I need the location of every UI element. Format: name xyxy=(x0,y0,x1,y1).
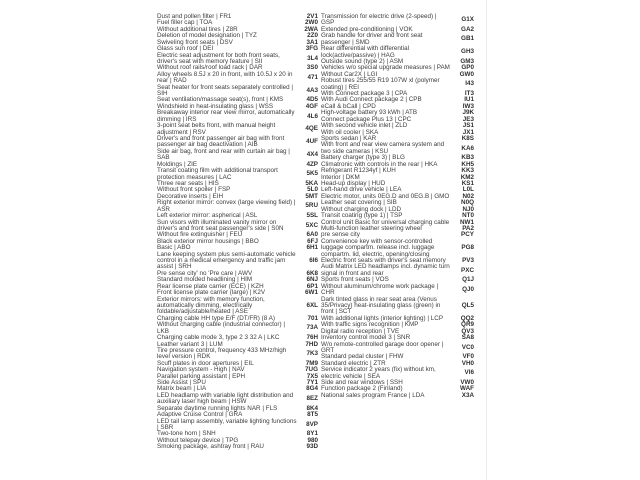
equipment-description: Swiveling front seats | DSV xyxy=(157,38,233,46)
equipment-code: 7M9 xyxy=(305,359,318,367)
equipment-row xyxy=(157,72,318,85)
equipment-code: VF0 xyxy=(462,353,474,361)
equipment-code: 5K5 xyxy=(306,170,318,178)
equipment-description: Without roof rails/roof load rack | DAR xyxy=(157,64,263,72)
equipment-description: National sales program France | LDA xyxy=(321,391,425,399)
equipment-description: Standard molded headlining | HIM xyxy=(157,276,253,284)
equipment-code: 701 xyxy=(307,314,318,322)
equipment-description: Multi-function leather steering wheel xyxy=(321,224,422,232)
equipment-code: 471 xyxy=(307,74,318,81)
equipment-row xyxy=(321,14,474,27)
equipment-description: Deletion of model designation | TYZ xyxy=(157,32,257,40)
equipment-code: X3A xyxy=(461,391,474,399)
equipment-code: PG8 xyxy=(461,244,474,252)
equipment-code: 7X5 xyxy=(306,372,318,380)
equipment-description: Basic | ABO xyxy=(157,244,191,252)
equipment-description: Adaptive Cruise Control | GRA xyxy=(157,411,243,419)
equipment-description: eCall & bCall | CPD xyxy=(321,102,376,110)
equipment-code: 6K8 xyxy=(306,269,318,277)
equipment-code: QQ2 xyxy=(460,314,474,322)
equipment-description: Breakaway interior rear view mirror, automatically dimming | IRS xyxy=(157,109,295,123)
equipment-row xyxy=(321,297,474,316)
equipment-code: 4L6 xyxy=(307,112,318,120)
equipment-code: 6P1 xyxy=(306,282,318,290)
equipment-description: Electric front seats with driver's seat memory xyxy=(321,257,446,265)
equipment-code: 3A1 xyxy=(306,38,318,46)
equipment-code: 4D5 xyxy=(306,96,318,104)
equipment-row xyxy=(157,348,318,361)
equipment-description: Transmission for electric drive (2-speed) | GSP xyxy=(321,13,437,27)
equipment-description: Driver's and front passenger air bag with front passenger air bag deactivation | AIB xyxy=(157,135,285,149)
equipment-code: 2Z0 xyxy=(307,32,318,40)
equipment-description: Robust tires 255/55 R19 107W xl (polymer coating) | REI xyxy=(321,77,440,91)
equipment-code: KH5 xyxy=(461,160,474,168)
equipment-description: Side air bag, front and rear with curtain air bag | SAB xyxy=(157,147,290,162)
equipment-description: Battery charger (type 3) | BLG xyxy=(321,154,405,162)
equipment-description: Smoking package, ashtray front | RAU xyxy=(157,443,264,451)
equipment-row xyxy=(157,393,318,406)
equipment-description: Leather seat covering | SIB xyxy=(321,199,397,207)
equipment-description: Glass sun roof | DEI xyxy=(157,45,214,53)
equipment-description: With front and rear view camera system and two side cameras | KSU xyxy=(321,141,445,155)
equipment-description: Rear differential with differential lock(active/passive) | HAG xyxy=(321,45,409,59)
equipment-description: Electric seat adjustment for both front seats, driver's seat with memory feature | SII xyxy=(157,51,280,65)
equipment-code: IU1 xyxy=(464,96,474,104)
equipment-description: Standard pedal cluster | FHW xyxy=(321,353,404,361)
equipment-description: Tire pressure control, frequency 433 MHz/high level version | RDK xyxy=(157,346,287,361)
equipment-code: N0Q xyxy=(461,199,474,207)
equipment-description: Control unit Basic for universal charging cable xyxy=(321,218,450,226)
equipment-description: Without telepay device | TPG xyxy=(157,436,239,444)
equipment-code: 5KA xyxy=(305,179,318,187)
equipment-description: Vehicles w/o special upgrade measures | PAM xyxy=(321,64,450,72)
equipment-code: N02 xyxy=(462,192,474,200)
equipment-row xyxy=(157,136,318,149)
equipment-description: Digital radio reception | TVE xyxy=(321,327,400,335)
equipment-code: PCY xyxy=(461,231,474,239)
equipment-description: Transit coating (type 1) | TSP xyxy=(321,212,403,220)
equipment-description: Seat heater for front seats separately controlled | SIH xyxy=(157,83,294,98)
equipment-row xyxy=(157,252,318,271)
equipment-code: 5RU xyxy=(305,202,318,210)
equipment-description: LED tail lamp assembly, variable lighting functions | SBR xyxy=(157,417,297,431)
equipment-code: IT3 xyxy=(464,90,474,98)
equipment-code: NT0 xyxy=(462,212,474,220)
equipment-code: 5SL xyxy=(306,212,318,220)
equipment-description: Electric motor, units 0EG.D and 0EG.B | GMO xyxy=(321,192,450,200)
equipment-description: Left-hand drive vehicle | LEA xyxy=(321,186,402,194)
equipment-description: Pre sense city' no 'Pre care | AWV xyxy=(157,269,253,277)
equipment-code: 2W0 xyxy=(305,19,318,27)
equipment-code: QL5 xyxy=(461,301,474,309)
equipment-code: GP0 xyxy=(461,64,474,72)
equipment-code: IW3 xyxy=(462,102,474,110)
equipment-code: 8T5 xyxy=(307,411,318,419)
equipment-description: Without additional tires | Z8R xyxy=(157,25,238,33)
equipment-description: Rear license plate carrier (ECE) | KZH xyxy=(157,282,264,290)
equipment-code: 5MT xyxy=(305,192,318,200)
equipment-code: VW0 xyxy=(460,379,474,387)
equipment-description: Without charging dock | LDD xyxy=(321,205,402,213)
equipment-description: Leather variant 3 | LUM xyxy=(157,340,223,348)
equipment-code: 3FG xyxy=(305,45,318,53)
equipment-description: Matrix beam | LIA xyxy=(157,385,207,393)
equipment-code: 7UG xyxy=(305,366,318,374)
equipment-description: Side Assist | SPU xyxy=(157,379,206,387)
equipment-description: Front license plate carrier (large) | K2V xyxy=(157,289,266,297)
equipment-description: Outside sound (type 2) | ASM xyxy=(321,57,404,65)
equipment-description: Inventory control model 3 | SNR xyxy=(321,334,411,342)
equipment-description: Right exterior mirror: convex (large viewing field) | ASR xyxy=(157,199,296,213)
equipment-description: Standard electric | ZTR xyxy=(321,359,386,367)
equipment-description: Black exterior mirror housings | BBO xyxy=(157,237,259,245)
equipment-code: 76H xyxy=(306,334,318,342)
equipment-code: NJ0 xyxy=(462,205,474,213)
equipment-description: Charging cable HH type E/F (DT/FR) (8 A) xyxy=(157,314,275,322)
equipment-description: Windshield in heat-insulating glass | WSS xyxy=(157,102,274,110)
equipment-description: Sun visors with illuminated vanity mirror on driver's and front seat passenger's side | S0N xyxy=(157,218,284,232)
equipment-description: With oil cooler | SKA xyxy=(321,128,379,136)
equipment-code: Q1J xyxy=(462,276,474,284)
equipment-code: 5XC xyxy=(305,221,318,229)
equipment-description: pre sense city xyxy=(321,231,360,239)
equipment-code: 5L0 xyxy=(307,186,318,194)
equipment-code: KK3 xyxy=(461,167,474,175)
equipment-description: Seat ventilation/massage seat(s), front | KMS xyxy=(157,96,284,104)
equipment-code: JS1 xyxy=(462,122,474,130)
equipment-code: GB1 xyxy=(461,35,474,43)
equipment-row xyxy=(157,149,318,162)
equipment-description: Moldings | ZIE xyxy=(157,160,198,168)
equipment-row xyxy=(157,297,318,316)
equipment-code: 4GF xyxy=(305,102,318,110)
equipment-description: Refrigerant R1234yf | KUH xyxy=(321,167,396,175)
equipment-code: 4ZP xyxy=(306,160,318,168)
equipment-description: LED headlamp with variable light distribution and auxiliary laser high beam | HSW xyxy=(157,391,294,406)
equipment-description: High-voltage battery 93 kWh | ATB xyxy=(321,109,418,117)
equipment-code: 6NJ xyxy=(306,276,318,284)
equipment-description: Connect package Plus 13 | CPC xyxy=(321,115,412,123)
equipment-code: G1X xyxy=(461,16,474,24)
equipment-description: W/o remote-controlled garage door opener | GRT xyxy=(321,340,444,354)
equipment-description: Without aluminum/chrome work package | CHR xyxy=(321,282,439,297)
equipment-description: Scuff plates in door apertures | EIL xyxy=(157,359,254,367)
equipment-list-right xyxy=(321,14,474,399)
equipment-code: 8Y1 xyxy=(306,430,318,438)
equipment-code: KS1 xyxy=(461,179,474,187)
equipment-description: 3-point seat belts front, with manual height adjustment | RSV xyxy=(157,122,276,136)
equipment-code: 6FJ xyxy=(307,237,318,245)
equipment-row xyxy=(321,284,474,297)
equipment-row xyxy=(157,444,318,450)
equipment-code: WAF xyxy=(460,385,474,393)
equipment-row xyxy=(321,239,474,258)
equipment-description: Service indicator 2 years (fix) without km, electric vehicle | SEA xyxy=(321,366,436,380)
equipment-code: J9K xyxy=(462,109,474,117)
equipment-code: JX1 xyxy=(462,128,474,136)
equipment-code: K8S xyxy=(461,135,474,143)
equipment-description: Head-up display | HUD xyxy=(321,179,386,187)
equipment-code: PXC xyxy=(461,266,474,274)
equipment-code: 4X4 xyxy=(306,151,318,159)
equipment-code: 6H1 xyxy=(306,244,318,252)
equipment-description: Exterior mirrors: with memory function, automatically dimming, electrically foldable/adjustable/heated | ASE xyxy=(157,295,265,316)
equipment-code: I43 xyxy=(465,80,474,88)
equipment-description: Without front spoiler | FSP xyxy=(157,186,231,194)
equipment-code: GW0 xyxy=(459,70,474,78)
equipment-description: Decorative inserts | EIH xyxy=(157,192,224,200)
equipment-code: 8EZ xyxy=(306,395,318,403)
equipment-code: 4UF xyxy=(306,138,318,146)
equipment-code: GM3 xyxy=(460,57,474,65)
equipment-code: 6W1 xyxy=(305,289,318,297)
equipment-row xyxy=(321,393,474,399)
equipment-code: 6A0 xyxy=(306,231,318,239)
equipment-code: QR9 xyxy=(461,321,474,329)
equipment-description: Grab handle for driver and front seat passenger | SMD xyxy=(321,32,423,46)
equipment-description: Transit coating film with additional transport protection measures | LAC xyxy=(157,167,278,181)
equipment-description: Dust and pollen filter | FR1 xyxy=(157,13,232,20)
equipment-description: Extended pre-conditioning | VOK xyxy=(321,25,413,33)
equipment-code: 7Y1 xyxy=(306,379,318,387)
equipment-description: Climatronic with controls in the rear | HKA xyxy=(321,160,438,168)
equipment-code: GH3 xyxy=(461,48,474,56)
equipment-description: Interior | DKM xyxy=(321,173,360,181)
equipment-description: Without charging cable (industrial connector) | LKB xyxy=(157,321,285,335)
equipment-code: 4QE xyxy=(305,125,318,133)
equipment-description: Separate daytime running lights NAR | FLS xyxy=(157,404,278,412)
equipment-description: Without Car2X | LGI xyxy=(321,70,378,78)
equipment-code: 93D xyxy=(306,443,318,451)
equipment-code: GA2 xyxy=(461,25,474,33)
equipment-code: L0L xyxy=(462,186,474,194)
equipment-description: Left exterior mirror: aspherical | ASL xyxy=(157,212,258,220)
equipment-description: Side and rear windows | SSH xyxy=(321,379,403,387)
equipment-description: With traffic signs recognition | KMP xyxy=(321,321,419,329)
equipment-code: 7K3 xyxy=(306,350,318,358)
equipment-code: PV3 xyxy=(462,257,474,265)
equipment-description: Convenience key with sensor-controlled luggage compartm. release incl. luggage compartm. lid, electric, opening/closing xyxy=(321,237,435,258)
equipment-code: 2WA xyxy=(304,25,318,33)
equipment-code: 980 xyxy=(307,436,318,444)
equipment-code: PA2 xyxy=(462,224,474,232)
equipment-code: 6I6 xyxy=(309,257,318,265)
equipment-description: With Audi Connect package 2 | CPB xyxy=(321,96,422,104)
equipment-code: 3S0 xyxy=(306,64,318,72)
equipment-description: Fuel filler cap | TOA xyxy=(157,19,213,27)
equipment-code: 4A3 xyxy=(306,86,318,94)
equipment-description: Dark tinted glass in rear seat area (Venus 35/Privacy) heat-insulating glass (green) in front | SCT xyxy=(321,295,441,316)
equipment-code: 2V1 xyxy=(306,13,318,20)
equipment-description: With additional lights (interior lighting) | LCP xyxy=(321,314,444,322)
equipment-description: Parallel parking assistant | EPH xyxy=(157,372,246,380)
equipment-code: QV3 xyxy=(461,327,474,335)
equipment-list-left xyxy=(157,14,318,451)
equipment-code: QJ0 xyxy=(462,285,474,293)
equipment-code: SA8 xyxy=(461,334,474,342)
equipment-description: Charging cable mode 3, type 2 3 32 A | LKC xyxy=(157,334,280,342)
equipment-description: Navigation system - High | NAV xyxy=(157,366,245,374)
equipment-code: VC0 xyxy=(461,343,474,351)
equipment-description: Audi Matrix LED headlamps incl. dynamic turn signal in front and rear xyxy=(321,263,450,277)
equipment-description: Sports front seats | VOS xyxy=(321,276,389,284)
equipment-code: 8G4 xyxy=(306,385,318,393)
equipment-code: 6XL xyxy=(306,301,318,309)
equipment-code: VH0 xyxy=(461,359,474,367)
equipment-code: KM2 xyxy=(460,173,474,181)
equipment-code: 73A xyxy=(306,324,318,332)
equipment-description: Function package 2 (Finland) xyxy=(321,385,403,393)
equipment-description: Three rear seats | HIS xyxy=(157,179,219,187)
equipment-description: Lane keeping system plus semi-automatic vehicle control in a medical emergency and traffic jam assist | SRH xyxy=(157,250,296,271)
equipment-code: 7HD xyxy=(305,340,318,348)
equipment-code: 3L4 xyxy=(307,54,318,62)
equipment-code: JE3 xyxy=(462,115,474,123)
equipment-code: 8VP xyxy=(306,420,318,428)
equipment-description: Two-tone horn | SNH xyxy=(157,430,216,438)
equipment-description: Without fire extinguisher | FEU xyxy=(157,231,243,239)
equipment-code: VI6 xyxy=(464,369,474,377)
equipment-code: KA6 xyxy=(461,144,474,152)
equipment-code: NW1 xyxy=(460,218,474,226)
equipment-code: 8K4 xyxy=(306,404,318,412)
equipment-description: With second vehicle inlet | ZLD xyxy=(321,122,408,130)
equipment-description: Alloy wheels 8.5J x 20 in front, with 10.5J x 20 in rear | RAD xyxy=(157,70,293,85)
equipment-description: With Connect package 3 | CPA xyxy=(321,90,408,98)
equipment-description: Sports sedan | KAR xyxy=(321,135,377,143)
column-divider xyxy=(486,0,487,480)
equipment-code: KB3 xyxy=(461,154,474,162)
